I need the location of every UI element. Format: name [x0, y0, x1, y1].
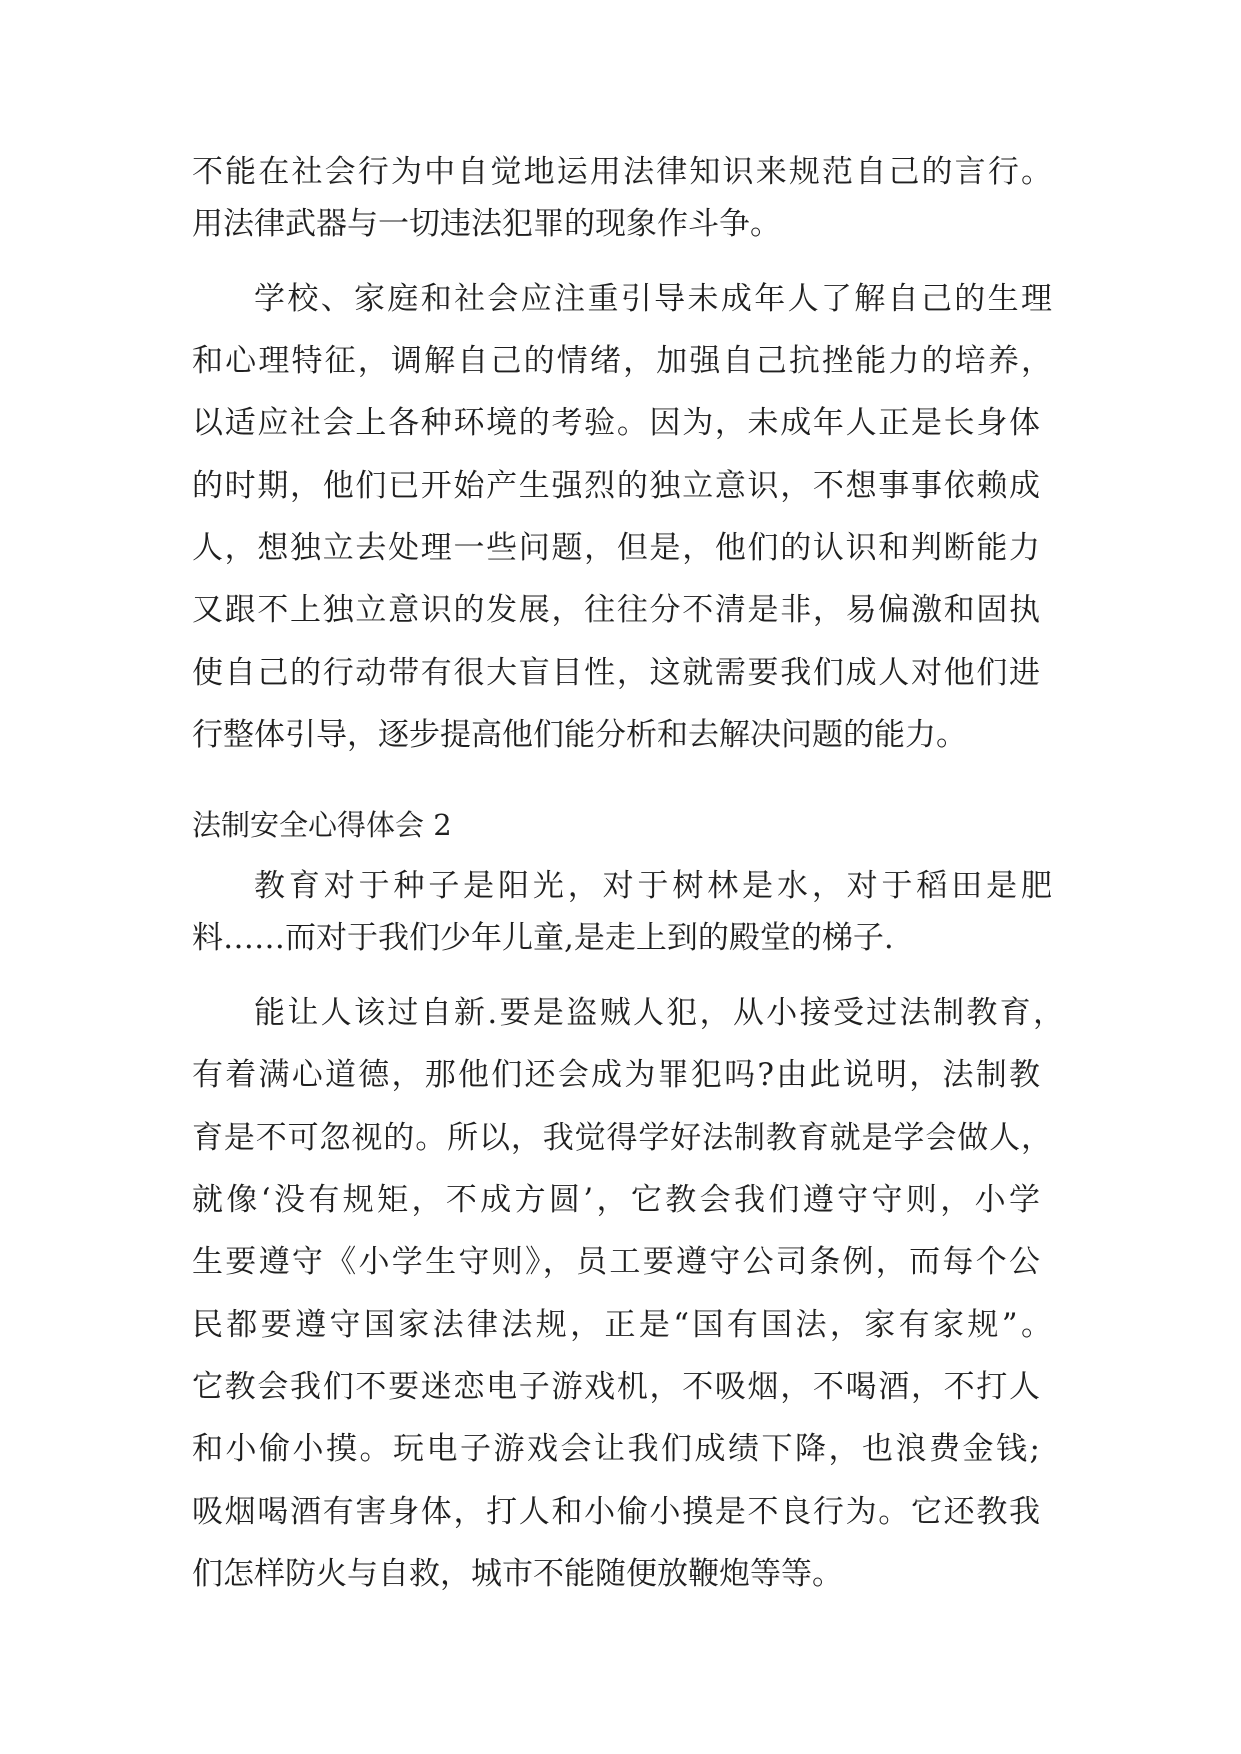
paragraph-line: 和心理特征，调解自己的情绪，加强自己抗挫能力的培养， [192, 343, 1052, 379]
paragraph-line: 料……而对于我们少年儿童,是走上到的殿堂的梯子. [192, 920, 894, 956]
paragraph-line: 教育对于种子是阳光，对于树林是水，对于稻田是肥 [254, 868, 1052, 904]
paragraph-line: 能让人该过自新.要是盗贼人犯，从小接受过法制教育， [254, 995, 1064, 1031]
section-heading: 法制安全心得体会 2 [192, 808, 452, 842]
paragraph-line: 吸烟喝酒有害身体，打人和小偷小摸是不良行为。它还教我 [192, 1494, 1040, 1530]
paragraph-line: 它教会我们不要迷恋电子游戏机，不吸烟，不喝酒，不打人 [192, 1369, 1040, 1405]
paragraph-line: 人，想独立去处理一些问题，但是，他们的认识和判断能力 [192, 530, 1040, 566]
paragraph-line: 学校、家庭和社会应注重引导未成年人了解自己的生理 [254, 281, 1052, 317]
paragraph-line: 有着满心道德，那他们还会成为罪犯吗?由此说明，法制教 [192, 1057, 1040, 1093]
paragraph-line: 不能在社会行为中自觉地运用法律知识来规范自己的言行。 [192, 154, 1052, 190]
paragraph-line: 的时期，他们已开始产生强烈的独立意识，不想事事依赖成 [192, 468, 1040, 504]
paragraph-line: 就像‘没有规矩，不成方圆’，它教会我们遵守守则，小学 [192, 1182, 1040, 1218]
paragraph-line: 育是不可忽视的。所以，我觉得学好法制教育就是学会做人， [192, 1120, 1052, 1156]
paragraph-line: 民都要遵守国家法律法规，正是“国有国法，家有家规”。 [192, 1307, 1052, 1343]
paragraph-line: 和小偷小摸。玩电子游戏会让我们成绩下降，也浪费金钱; [192, 1431, 1040, 1467]
paragraph-line: 用法律武器与一切违法犯罪的现象作斗争。 [192, 206, 781, 242]
paragraph-line: 又跟不上独立意识的发展，往往分不清是非，易偏激和固执 [192, 592, 1040, 628]
paragraph-line: 行整体引导，逐步提高他们能分析和去解决问题的能力。 [192, 717, 967, 753]
paragraph-line: 使自己的行动带有很大盲目性，这就需要我们成人对他们进 [192, 655, 1040, 691]
paragraph-line: 生要遵守《小学生守则》，员工要遵守公司条例，而每个公 [192, 1244, 1040, 1280]
paragraph-line: 们怎样防火与自救，城市不能随便放鞭炮等等。 [192, 1556, 843, 1592]
paragraph-line: 以适应社会上各种环境的考验。因为，未成年人正是长身体 [192, 405, 1040, 441]
